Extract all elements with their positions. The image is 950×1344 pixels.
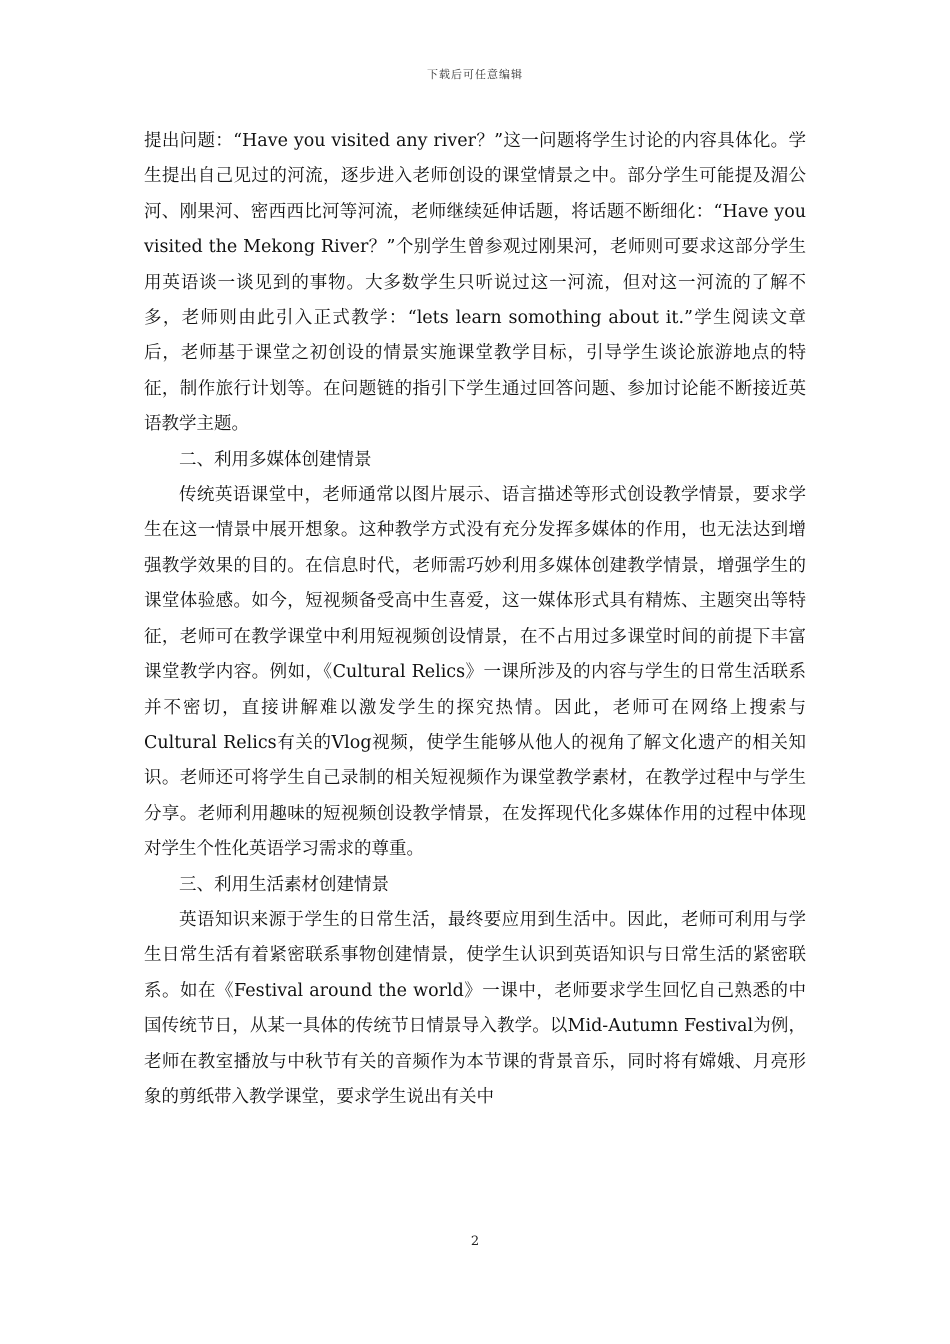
section-heading-life-materials: 三、利用生活素材创建情景 (179, 874, 389, 895)
paragraph-life-materials: 英语知识来源于学生的日常生活，最终要应用到生活中。因此，老师可利用与学生日常生活有着紧密联系事物创建情景，使学生认识到英语知识与日常生活的紧密联系。如在《Festival around the world》一课中，老师要求学生回忆自己熟悉的中国传统节日，从某一具体的传统节日情景导入教学。以Mid-Autumn Festival为例，老师在教室播放与中秋节有关的音频作为本节课的背景音乐，同时将有嫦娥、月亮形象的剪纸带入教学课堂，要求学生说出有关中 (144, 909, 806, 1107)
paragraph-continuation: 提出问题：“Have you visited any river？”这一问题将学生讨论的内容具体化。学生提出自己见过的河流，逐步进入老师创设的课堂情景之中。部分学生可能提及湄公河、刚果河、密西西比河等河流，老师继续延伸话题，将话题不断细化：“Have you visited the Mekong River？”个别学生曾参观过刚果河，老师则可要求这部分学生用英语谈一谈见到的事物。大多数学生只听说过这一河流，但对这一河流的了解不多，老师则由此引入正式教学：“lets learn somothing about it.”学生阅读文章后，老师基于课堂之初创设的情景实施课堂教学目标，引导学生谈论旅游地点的特征，制作旅行计划等。在问题链的指引下学生通过回答问题、参加讨论能不断接近英语教学主题。 (144, 131, 806, 435)
document-body (144, 124, 806, 1115)
page-header: 下载后可任意编辑 (427, 68, 523, 81)
page-number: 2 (470, 1234, 480, 1249)
paragraph-multimedia: 传统英语课堂中，老师通常以图片展示、语言描述等形式创设教学情景，要求学生在这一情景中展开想象。这种教学方式没有充分发挥多媒体的作用，也无法达到增强教学效果的目的。在信息时代，老师需巧妙利用多媒体创建教学情景，增强学生的课堂体验感。如今，短视频备受高中生喜爱，这一媒体形式具有精炼、主题突出等特征，老师可在教学课堂中利用短视频创设情景，在不占用过多课堂时间的前提下丰富课堂教学内容。例如，《Cultural Relics》一课所涉及的内容与学生的日常生活联系并不密切，直接讲解难以激发学生的探究热情。因此，老师可在网络上搜索与Cultural Relics有关的Vlog视频，使学生能够从他人的视角了解文化遗产的相关知识。老师还可将学生自己录制的相关短视频作为课堂教学素材，在教学过程中与学生分享。老师利用趣味的短视频创设教学情景，在发挥现代化多媒体作用的过程中体现对学生个性化英语学习需求的尊重。 (144, 485, 806, 860)
section-heading-multimedia: 二、利用多媒体创建情景 (179, 449, 372, 470)
